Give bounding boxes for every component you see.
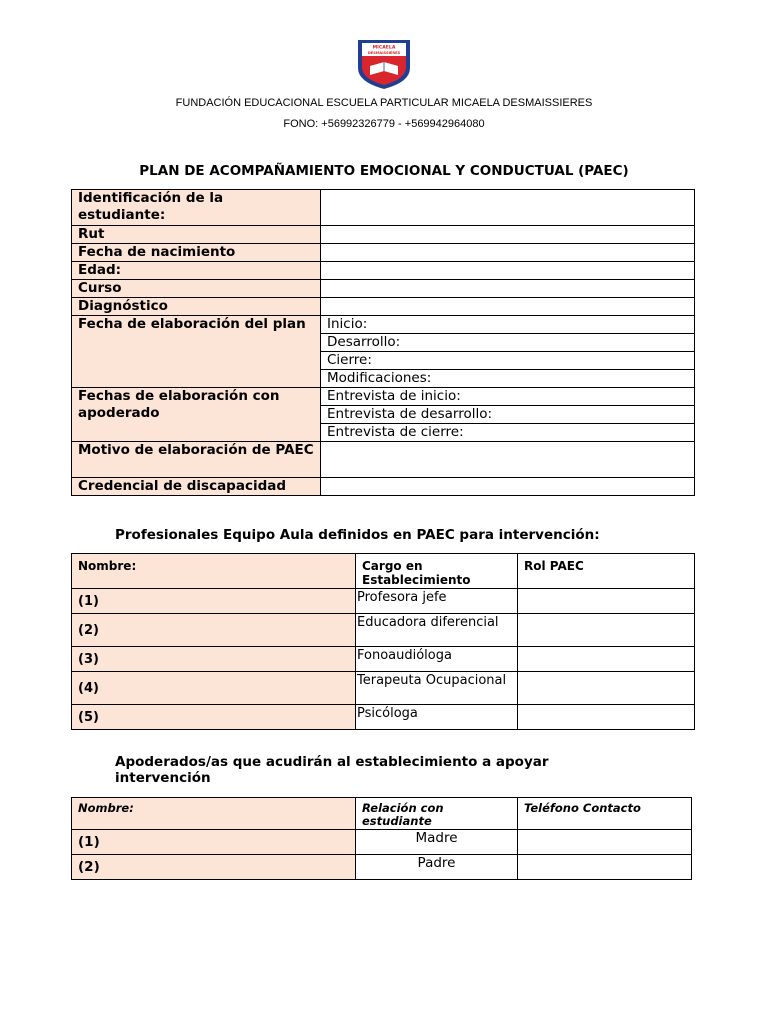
value-fecha-nacimiento[interactable] (321, 244, 695, 262)
value-credencial[interactable] (321, 478, 695, 496)
field-modificaciones[interactable]: Modificaciones: (321, 370, 695, 388)
guardian-relacion: Padre (356, 855, 518, 880)
student-info-table (71, 189, 695, 496)
svg-text:MICAELA: MICAELA (372, 45, 396, 51)
label-curso: Curso (72, 280, 321, 298)
label-identificacion: Identificación de la estudiante: (72, 190, 321, 226)
professional-num: (3) (72, 647, 356, 672)
field-entrevista-cierre[interactable]: Entrevista de cierre: (321, 424, 695, 442)
field-desarrollo[interactable]: Desarrollo: (321, 334, 695, 352)
guardian-num: (2) (72, 855, 356, 880)
guardian-telefono[interactable] (518, 855, 692, 880)
field-cierre[interactable]: Cierre: (321, 352, 695, 370)
professional-rol[interactable] (518, 705, 695, 730)
school-shield-logo (355, 38, 413, 90)
label-diagnostico: Diagnóstico (72, 298, 321, 316)
professionals-heading: Profesionales Equipo Aula definidos en PAEC para intervención: (115, 527, 600, 543)
professional-rol[interactable] (518, 614, 695, 647)
professional-rol[interactable] (518, 589, 695, 614)
professional-num: (2) (72, 614, 356, 647)
professional-rol[interactable] (518, 647, 695, 672)
label-edad: Edad: (72, 262, 321, 280)
label-fecha-elaboracion: Fecha de elaboración del plan (72, 316, 321, 388)
value-edad[interactable] (321, 262, 695, 280)
col-telefono: Teléfono Contacto (518, 798, 692, 830)
svg-text:DESMAISSIERES: DESMAISSIERES (367, 51, 401, 55)
field-entrevista-inicio[interactable]: Entrevista de inicio: (321, 388, 695, 406)
professionals-table (71, 553, 695, 730)
value-identificacion[interactable] (321, 190, 695, 226)
professional-cargo: Profesora jefe (356, 589, 518, 614)
institution-phone: FONO: +56992326779 - +569942964080 (283, 118, 485, 130)
col-nombre: Nombre: (72, 554, 356, 589)
guardians-table (71, 797, 692, 880)
value-diagnostico[interactable] (321, 298, 695, 316)
professional-cargo: Fonoaudióloga (356, 647, 518, 672)
label-fecha-nacimiento: Fecha de nacimiento (72, 244, 321, 262)
label-fechas-apoderado: Fechas de elaboración con apoderado (72, 388, 321, 442)
professional-rol[interactable] (518, 672, 695, 705)
professional-cargo: Psicóloga (356, 705, 518, 730)
col-nombre: Nombre: (72, 798, 356, 830)
value-motivo[interactable] (321, 442, 695, 478)
guardians-heading: Apoderados/as que acudirán al establecimiento a apoyar intervención (115, 754, 549, 786)
col-cargo: Cargo en Establecimiento (356, 554, 518, 589)
col-rol: Rol PAEC (518, 554, 695, 589)
label-credencial: Credencial de discapacidad (72, 478, 321, 496)
guardian-relacion: Madre (356, 830, 518, 855)
page-title: PLAN DE ACOMPAÑAMIENTO EMOCIONAL Y CONDUCTUAL (PAEC) (139, 163, 629, 179)
guardian-telefono[interactable] (518, 830, 692, 855)
value-rut[interactable] (321, 226, 695, 244)
professional-cargo: Terapeuta Ocupacional (356, 672, 518, 705)
col-relacion: Relación con estudiante (356, 798, 518, 830)
professional-cargo: Educadora diferencial (356, 614, 518, 647)
professional-num: (1) (72, 589, 356, 614)
guardian-num: (1) (72, 830, 356, 855)
label-motivo: Motivo de elaboración de PAEC (72, 442, 321, 478)
professional-num: (5) (72, 705, 356, 730)
label-rut: Rut (72, 226, 321, 244)
field-entrevista-desarrollo[interactable]: Entrevista de desarrollo: (321, 406, 695, 424)
professional-num: (4) (72, 672, 356, 705)
institution-name: FUNDACIÓN EDUCACIONAL ESCUELA PARTICULAR MICAELA DESMAISSIERES (175, 97, 593, 109)
value-curso[interactable] (321, 280, 695, 298)
field-inicio[interactable]: Inicio: (321, 316, 695, 334)
